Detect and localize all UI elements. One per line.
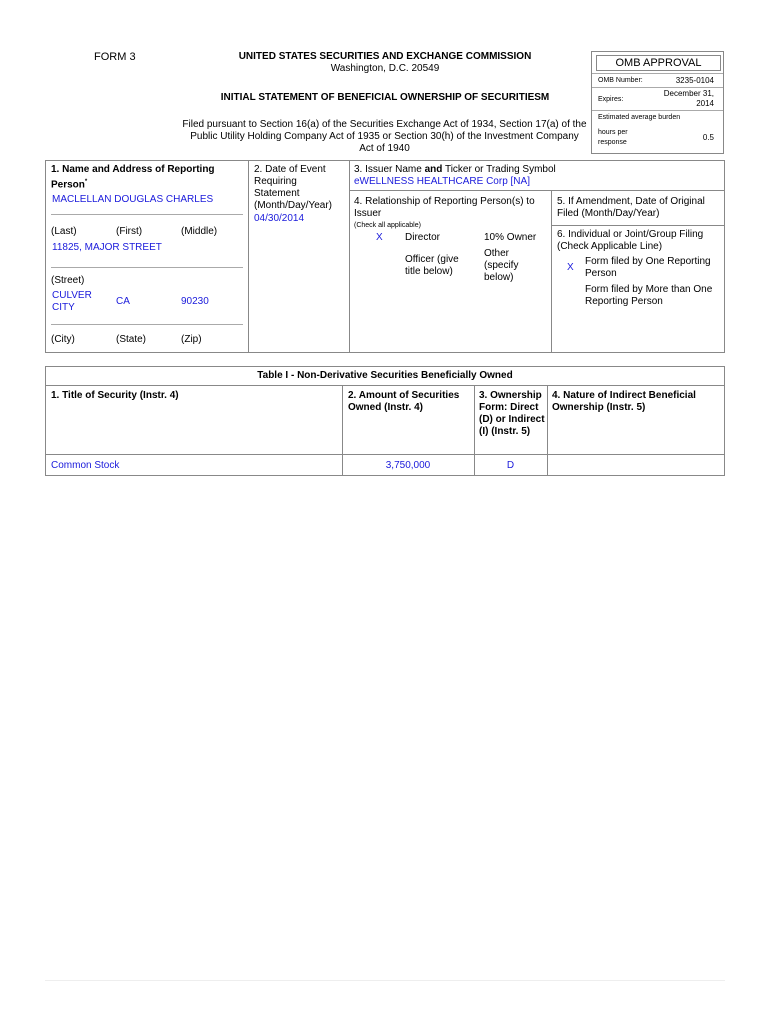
city-label: (City) [51,334,75,345]
omb-hours-value: 0.5 [702,133,714,142]
row-ownership-form: D [506,460,515,471]
filed-pursuant: Filed pursuant to Section 16(a) of the Securities Exchange Act of 1934, Section 17(a) of the Public Utility Holding Company Act of 1935 or Section 30(h) of the Investment Company Act of 1940 [182,119,587,154]
row-amount: 3,750,000 [385,460,431,471]
more-persons-label: Form filed by More than One Reporting Person [585,284,713,307]
last-label: (Last) [51,226,77,237]
other-label: Other (specify below) [484,248,519,283]
omb-expires-value: December 31, 2014 [663,89,714,108]
omb-burden-label: Estimated average burden [598,114,681,121]
director-label: Director [405,232,441,243]
agency-location: Washington, D.C. 20549 [330,63,440,74]
event-date-label: 2. Date of Event Requiring Statement (Month/Day/Year) [254,164,332,211]
one-person-label: Form filed by One Reporting Person [585,256,711,279]
zip-value: 90230 [181,296,209,307]
form-label: FORM 3 [94,51,136,63]
street-value: 11825, MAJOR STREET [52,242,162,253]
issuer-name: eWELLNESS HEALTHCARE Corp [NA] [354,176,530,187]
table-1-title: Table I - Non-Derivative Securities Beneficially Owned [257,370,513,381]
omb-approval-box [591,51,724,154]
agency-name: UNITED STATES SECURITIES AND EXCHANGE COMMISSION [238,51,532,62]
first-label: (First) [116,226,143,237]
director-mark: X [376,232,383,243]
filing-label: 6. Individual or Joint/Group Filing (Check Applicable Line) [557,229,704,252]
table-header-amount: 2. Amount of Securities Owned (Instr. 4) [348,390,460,413]
ten-pct-owner-label: 10% Owner [484,232,537,243]
reporting-person-label: 1. Name and Address of Reporting Person* [51,164,215,191]
event-date-value: 04/30/2014 [254,213,305,224]
row-security-title: Common Stock [51,460,120,471]
city-value: CULVER CITY [52,290,92,313]
relationship-label: 4. Relationship of Reporting Person(s) to Issuer [354,196,535,219]
check-all-note: (Check all applicable) [354,222,421,229]
table-header-form: 3. Ownership Form: Direct (D) or Indirect (I) (Instr. 5) [479,390,545,437]
table-header-nature: 4. Nature of Indirect Beneficial Ownership (Instr. 5) [552,390,696,413]
page-title: INITIAL STATEMENT OF BENEFICIAL OWNERSHIP OF SECURITIESM [220,92,550,103]
state-label: (State) [116,334,147,345]
omb-hours-label: hours per response [598,129,628,146]
zip-label: (Zip) [181,334,202,345]
table-header-title: 1. Title of Security (Instr. 4) [51,390,179,401]
reporting-person-name: MACLELLAN DOUGLAS CHARLES [52,194,214,205]
issuer-label: 3. Issuer Name and Ticker or Trading Symbol [354,164,556,175]
omb-expires-label: Expires: [598,96,624,103]
amendment-label: 5. If Amendment, Date of Original Filed (Month/Day/Year) [557,196,705,219]
footer-divider [45,980,725,981]
state-value: CA [116,296,130,307]
omb-number-label: OMB Number: [598,77,643,84]
omb-number: 3235-0104 [675,76,714,85]
street-label: (Street) [51,275,85,286]
one-person-mark: X [567,262,574,273]
omb-title: OMB APPROVAL [596,55,721,71]
officer-label: Officer (give title below) [405,254,459,277]
middle-label: (Middle) [181,226,218,237]
